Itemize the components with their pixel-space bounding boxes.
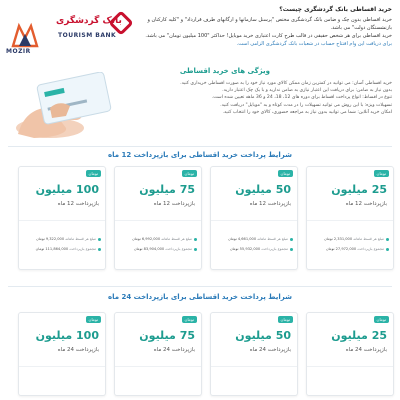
feature-item: بدون نیاز به ضامن: برای دریافت این اعتبار نیازی به ضامن ندارید و با یک چک اعتبار دارید. <box>222 88 392 94</box>
plan-card[interactable] <box>210 312 298 396</box>
feature-item: خرید اقساطی آسان: می توانید در کمترین زمان ممکن کالای مورد نیاز خود را به صورت اقساطی خریداری کنید. <box>180 81 392 86</box>
section-divider <box>8 286 392 287</box>
card-amount: 50 میلیون <box>235 329 291 342</box>
card-period: بازپرداخت 24 ماه <box>57 347 99 353</box>
section-divider <box>8 146 392 147</box>
bullet-dot-icon <box>98 238 101 241</box>
bullet-dot-icon <box>194 248 197 251</box>
card-amount: 50 میلیون <box>235 183 291 196</box>
plan-card[interactable] <box>18 166 106 270</box>
bullet-dot-icon <box>386 238 389 241</box>
intro-paragraph <box>142 16 392 48</box>
section-12-title: شرایط پرداخت خرید اقساطی برای بازپرداخت 12 ماه <box>107 151 293 159</box>
plan-card[interactable] <box>306 166 394 270</box>
card-amount: 25 میلیون <box>331 183 387 196</box>
page-title: خرید اقساطی بانک گردشگری چیست؟ <box>279 6 392 13</box>
plan-card[interactable] <box>210 166 298 270</box>
card-detail-line: مبلغ هر قسط ماهانه 9,322,000 تومان <box>23 237 101 241</box>
intro-link[interactable]: برای دریافت این وام افتتاح حساب در شعبات بانک گردشگری الزامی است. <box>236 41 392 47</box>
card-period: بازپرداخت 12 ماه <box>345 201 387 207</box>
card-period: بازپرداخت 12 ماه <box>153 201 195 207</box>
card-badge: تومان <box>278 170 293 177</box>
card-detail-line: مجموع بازپرداخت 111,864,000 تومان <box>23 247 101 251</box>
card-badge: تومان <box>86 316 101 323</box>
card-period: بازپرداخت 24 ماه <box>249 347 291 353</box>
card-detail-line: مجموع بازپرداخت 83,904,000 تومان <box>119 247 197 251</box>
tourism-bank-logo-fa: بانک گردشگری <box>56 16 122 26</box>
bullet-dot-icon <box>290 238 293 241</box>
mozir-logo-icon <box>10 20 40 48</box>
plan-card[interactable] <box>114 312 202 396</box>
card-amount: 75 میلیون <box>139 183 195 196</box>
card-top <box>19 167 105 221</box>
card-badge: تومان <box>374 316 389 323</box>
feature-item: تسهیلات ویژه: با این روش می توانید تسهیلات را در مدت کوتاه و به "موبایل" دریافت کنید. <box>220 102 392 108</box>
card-amount: 100 میلیون <box>35 183 99 196</box>
features-title: ویژگی های خرید اقساطی <box>179 67 270 75</box>
section-24-title: شرایط پرداخت خرید اقساطی برای بازپرداخت 24 ماه <box>107 293 293 301</box>
card-period: بازپرداخت 24 ماه <box>153 347 195 353</box>
card-amount: 75 میلیون <box>139 329 195 342</box>
feature-item: تنوع در اقساط: انواع پرداخت اقساط برای دوره های 12، 18، 24 و 36 ماهه تعیین شده است. <box>211 95 392 101</box>
plan-card[interactable] <box>306 312 394 396</box>
card-period: بازپرداخت 12 ماه <box>57 201 99 207</box>
card-badge: تومان <box>182 316 197 323</box>
card-detail-line: مبلغ هر قسط ماهانه 6,992,000 تومان <box>119 237 197 241</box>
card-amount: 25 میلیون <box>331 329 387 342</box>
card-badge: تومان <box>374 170 389 177</box>
mozir-logo-text: MOZIR <box>6 48 31 55</box>
card-top <box>307 313 393 367</box>
features-list <box>114 80 392 116</box>
intro-text-2: خرید اقساطی برای هر شخص حقیقی در قالب طرح کارت اعتباری خرید موبایل! حداکثر "100 میلیون تومان" می باشد. <box>145 33 392 39</box>
card-detail-line: مبلغ هر قسط ماهانه 2,331,000 تومان <box>311 237 389 241</box>
card-top <box>19 313 105 367</box>
intro-text: خرید اقساطی بدون چک و ضامن بانک گردشگری مختص "پرسنل سازمانها و ارگانهای طرف قرارداد" و "کلیه کارکنان و بازنشستگان دولت" می باشد. <box>147 17 392 31</box>
card-top <box>211 167 297 221</box>
tourism-bank-logo-en: TOURISM BANK <box>58 32 117 39</box>
card-period: بازپرداخت 12 ماه <box>249 201 291 207</box>
card-detail-line: مجموع بازپرداخت 27,972,000 تومان <box>311 247 389 251</box>
page-header <box>0 0 400 62</box>
card-detail-line: مجموع بازپرداخت 55,932,000 تومان <box>215 247 293 251</box>
card-top <box>115 313 201 367</box>
card-top <box>115 167 201 221</box>
plan-card[interactable] <box>114 166 202 270</box>
card-top <box>211 313 297 367</box>
hand-holding-card-icon <box>10 72 120 140</box>
card-detail-line: مبلغ هر قسط ماهانه 4,661,000 تومان <box>215 237 293 241</box>
bullet-dot-icon <box>386 248 389 251</box>
plan-card[interactable] <box>18 312 106 396</box>
card-badge: تومان <box>278 316 293 323</box>
card-badge: تومان <box>182 170 197 177</box>
card-badge: تومان <box>86 170 101 177</box>
feature-item: امکان خرید آنلاین: شما می توانید بدون نیاز به مراجعه حضوری، کالای خود را انتخاب کنید. <box>222 109 392 115</box>
card-top <box>307 167 393 221</box>
bullet-dot-icon <box>98 248 101 251</box>
card-amount: 100 میلیون <box>35 329 99 342</box>
bullet-dot-icon <box>194 238 197 241</box>
card-period: بازپرداخت 24 ماه <box>345 347 387 353</box>
bullet-dot-icon <box>290 248 293 251</box>
